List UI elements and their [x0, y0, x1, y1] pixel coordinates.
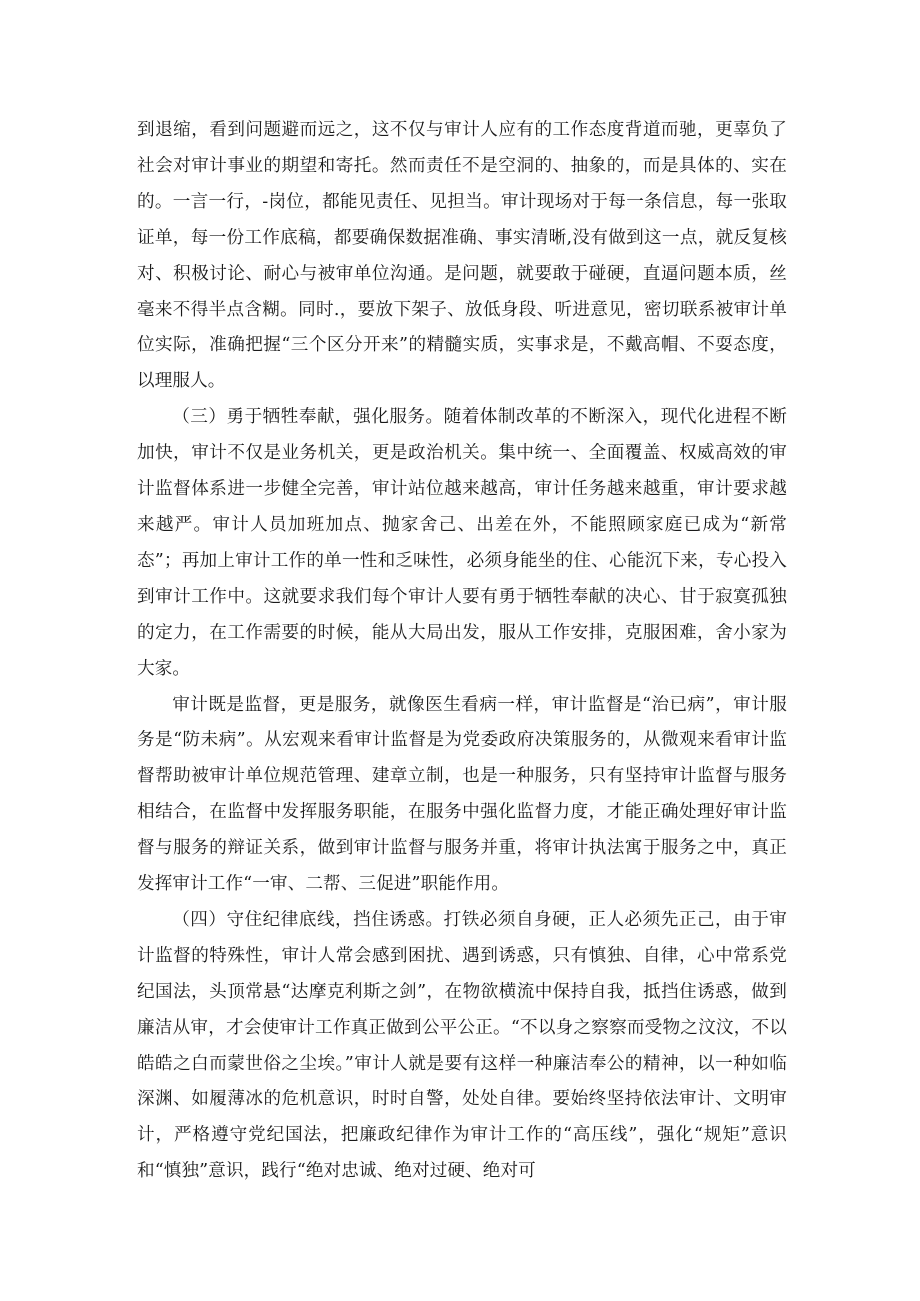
paragraph-supervision-service: 审计既是监督，更是服务，就像医生看病一样，审计监督是“治已病”，审计服务是“防未病”。从宏观来看审计监督是为党委政府决策服务的，从微观来看审计监督帮助被审计单位规范管理、建章立制，也是一种服务，只有坚持审计监督与服务相结合，在监督中发挥服务职能，在服务中强化监督力度，才能正确处理好审计监督与服务的辩证关系，做到审计监督与服务并重，将审计执法寓于服务之中，真正发挥审计工作“一审、二帮、三促进”职能作用。 [137, 694, 787, 895]
paragraph-section-four: （四）守住纪律底线，挡住诱惑。打铁必须自身硬，正人必须先正己，由于审计监督的特殊性，审计人常会感到困扰、遇到诱惑，只有慎独、自律，心中常系党纪国法，头顶常悬“达摩克利斯之剑”，在物欲横流中保持自我，抵挡住诱惑，做到廉洁从审，才会使审计工作真正做到公平公正。“不以身之察察而受物之汶汶，不以皓皓之白而蒙世俗之尘埃。”审计人就是要有这样一种廉洁奉公的精神，以一种如临深渊、如履薄冰的危机意识，时时自警，处处自律。要始终坚持依法审计、文明审计，严格遵守党纪国法，把廉政纪律作为审计工作的“高压线”，强化“规矩”意识和“慎独”意识，践行“绝对忠诚、绝对过硬、绝对可 [137, 909, 787, 1182]
document-body [137, 113, 787, 1190]
paragraph-section-three: （三）勇于牺牲奉献，强化服务。随着体制改革的不断深入，现代化进程不断加快，审计不仅是业务机关，更是政治机关。集中统一、全面覆盖、权威高效的审计监督体系进一步健全完善，审计站位越来越高，审计任务越来越重，审计要求越来越严。审计人员加班加点、抛家舍己、出差在外，不能照顾家庭已成为“新常态”；再加上审计工作的单一性和乏味性，必须身能坐的住、心能沉下来，专心投入到审计工作中。这就要求我们每个审计人要有勇于牺牲奉献的决心、甘于寂寞孤独的定力，在工作需要的时候，能从大局出发，服从工作安排，克服困难，舍小家为大家。 [137, 407, 787, 679]
paragraph-continuation: 到退缩，看到问题避而远之，这不仅与审计人应有的工作态度背道而驰，更辜负了社会对审计事业的期望和寄托。然而责任不是空洞的、抽象的，而是具体的、实在的。一言一行，-岗位，都能见责任、见担当。审计现场对于每一条信息，每一张取证单，每一份工作底稿，都要确保数据准确、事实清晰,没有做到这一点，就反复核对、积极讨论、耐心与被审单位沟通。是问题，就要敢于碰硬，直逼问题本质，丝毫来不得半点含糊。同时.，要放下架子、放低身段、听进意见，密切联系被审计单位实际，准确把握“三个区分开来”的精髓实质，实事求是，不戴高帽、不耍态度，以理服人。 [137, 120, 787, 392]
